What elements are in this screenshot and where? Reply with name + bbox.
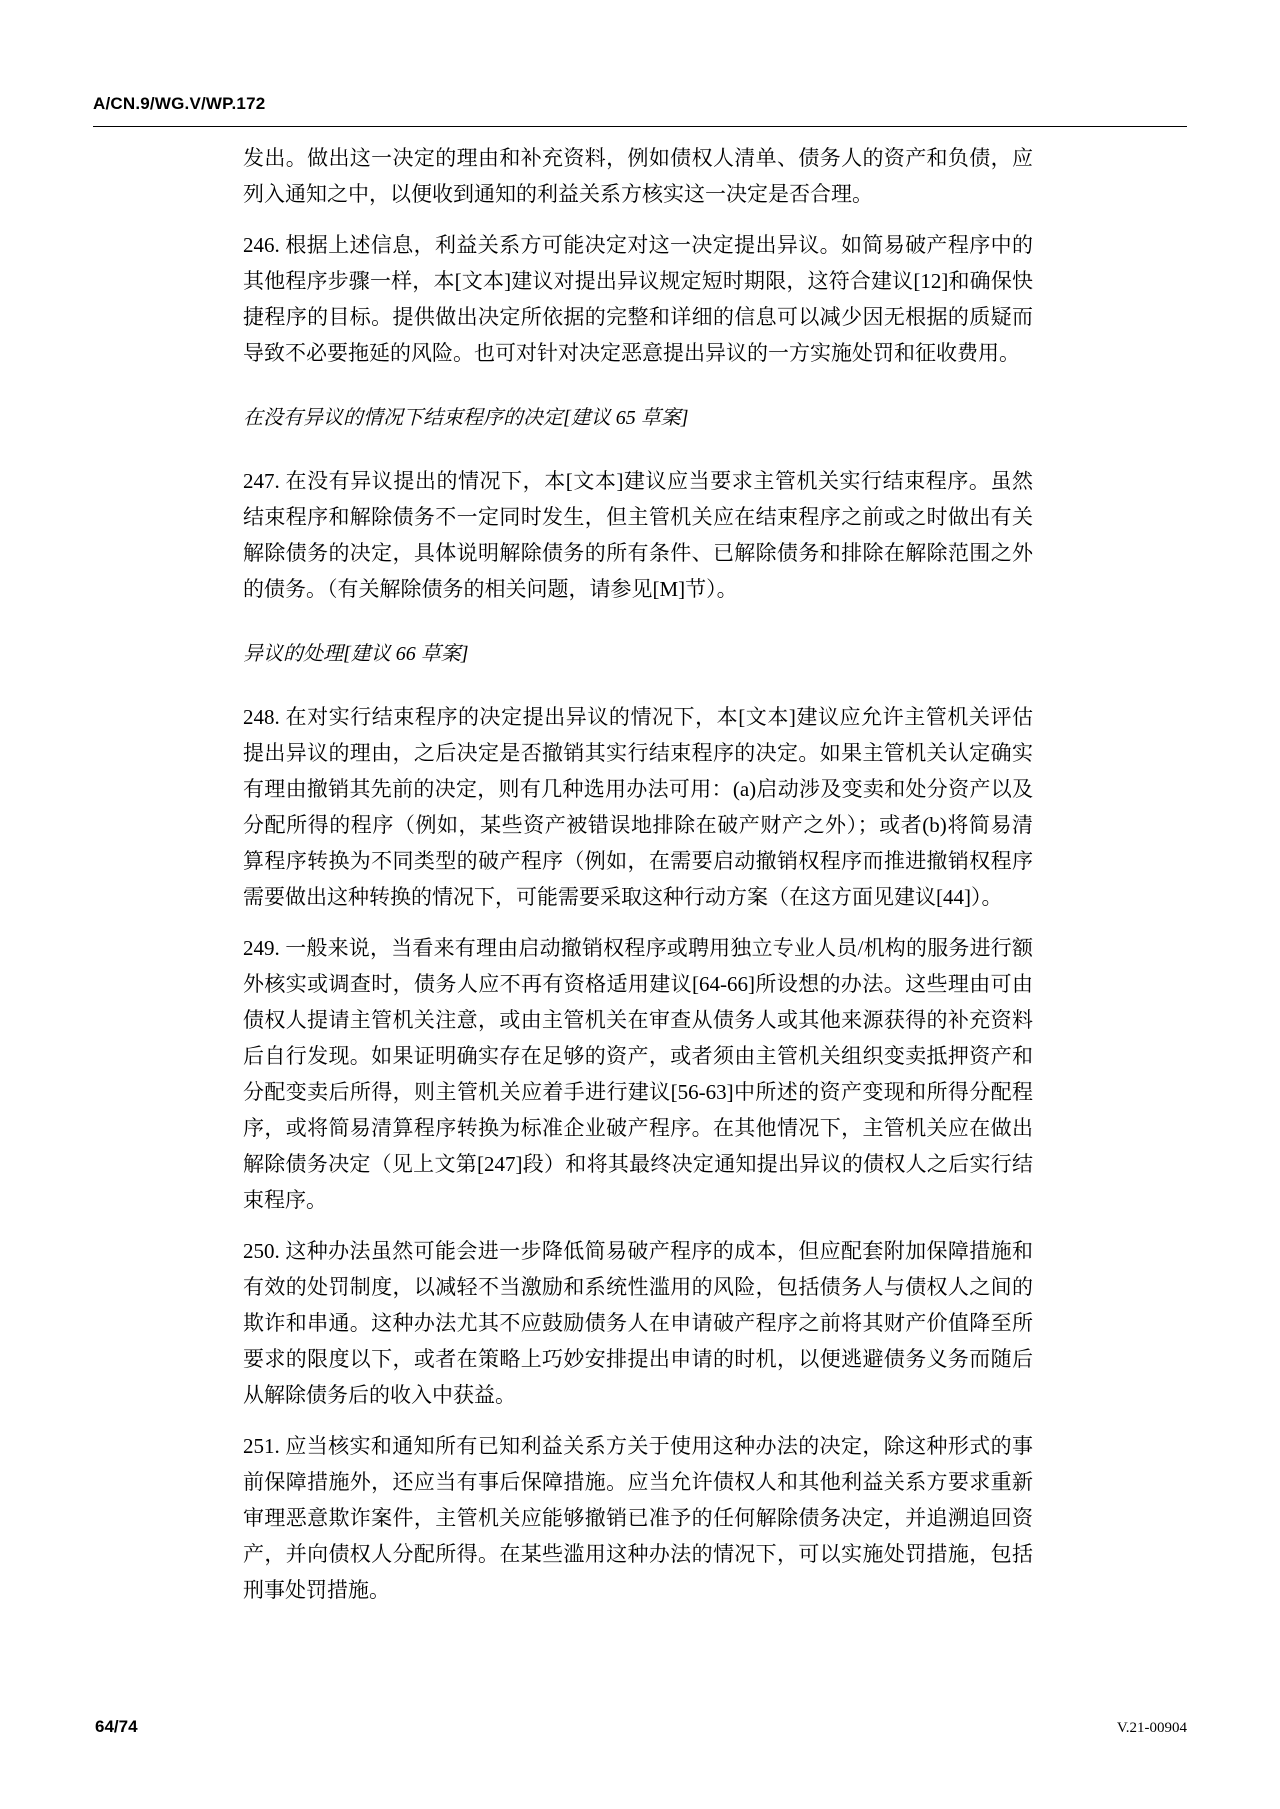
paragraph-248: 248. 在对实行结束程序的决定提出异议的情况下，本[文本]建议应允许主管机关评估提出异议的理由，之后决定是否撤销其实行结束程序的决定。如果主管机关认定确实有理由撤销其先前的决定，则有几种选用办法可用：(a)启动涉及变卖和处分资产以及分配所得的程序（例如，某些资产被错误地排除在破产财产之外）；或者(b)将简易清算程序转换为不同类型的破产程序（例如，在需要启动撤销权程序而推进撤销权程序需要做出这种转换的情况下，可能需要采取这种行动方案（在这方面见建议[44]）。 [243, 705, 1033, 909]
subheading-close-without-objection: 在没有异议的情况下结束程序的决定[建议 65 草案] [243, 407, 689, 429]
page-footer [95, 1717, 1187, 1737]
page-number: 64/74 [95, 1717, 138, 1736]
paragraph-246: 246. 根据上述信息，利益关系方可能决定对这一决定提出异议。如简易破产程序中的其他程序步骤一样，本[文本]建议对提出异议规定短时期限，这符合建议[12]和确保快捷程序的目标。提供做出决定所依据的完整和详细的信息可以减少因无根据的质疑而导致不必要拖延的风险。也可对针对决定恶意提出异议的一方实施处罚和征收费用。 [243, 233, 1033, 365]
document-id: V.21-00904 [1116, 1720, 1187, 1736]
document-body [243, 140, 1033, 1623]
paragraph-251: 251. 应当核实和通知所有已知利益关系方关于使用这种办法的决定，除这种形式的事前保障措施外，还应当有事后保障措施。应当允许债权人和其他利益关系方要求重新审理恶意欺诈案件，主管机关应能够撤销已准予的任何解除债务决定，并追溯追回资产，并向债权人分配所得。在某些滥用这种办法的情况下，可以实施处罚措施，包括刑事处罚措施。 [243, 1434, 1033, 1602]
subheading-treatment-of-objections: 异议的处理[建议 66 草案] [243, 643, 469, 665]
document-symbol: A/CN.9/WG.V/WP.172 [93, 94, 266, 113]
paragraph-250: 250. 这种办法虽然可能会进一步降低简易破产程序的成本，但应配套附加保障措施和有效的处罚制度，以减轻不当激励和系统性滥用的风险，包括债务人与债权人之间的欺诈和串通。这种办法尤其不应鼓励债务人在申请破产程序之前将其财产价值降至所要求的限度以下，或者在策略上巧妙安排提出申请的时机，以便逃避债务义务而随后从解除债务后的收入中获益。 [243, 1239, 1033, 1407]
paragraph-continuation: 发出。做出这一决定的理由和补充资料，例如债权人清单、债务人的资产和负债，应列入通知之中，以便收到通知的利益关系方核实这一决定是否合理。 [243, 146, 1033, 206]
paragraph-249: 249. 一般来说，当看来有理由启动撤销权程序或聘用独立专业人员/机构的服务进行额外核实或调查时，债务人应不再有资格适用建议[64-66]所设想的办法。这些理由可由债权人提请主管机关注意，或由主管机关在审查从债务人或其他来源获得的补充资料后自行发现。如果证明确实存在足够的资产，或者须由主管机关组织变卖抵押资产和分配变卖后所得，则主管机关应着手进行建议[56-63]中所述的资产变现和所得分配程序，或将简易清算程序转换为标准企业破产程序。在其他情况下，主管机关应在做出解除债务决定（见上文第[247]段）和将其最终决定通知提出异议的债权人之后实行结束程序。 [243, 936, 1033, 1212]
page-header [93, 94, 1187, 127]
paragraph-247: 247. 在没有异议提出的情况下，本[文本]建议应当要求主管机关实行结束程序。虽然结束程序和解除债务不一定同时发生，但主管机关应在结束程序之前或之时做出有关解除债务的决定，具体说明解除债务的所有条件、已解除债务和排除在解除范围之外的债务。（有关解除债务的相关问题，请参见[M]节）。 [243, 469, 1033, 601]
